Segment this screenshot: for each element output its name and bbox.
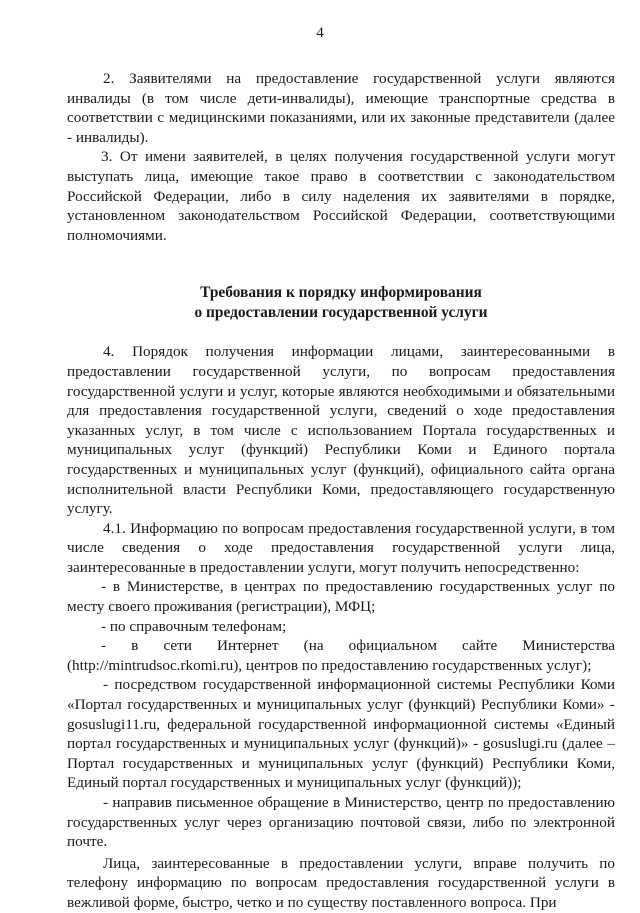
- paragraph-3: 3. От имени заявителей, в целях получения государственной услуги могут выступать лица, имеющие такое право в соответствии с законодательством Российской Федерации, либо в силу наделения их заявителями в порядке, установленном законодательством Российской Федерации, соответствующими полномочиями.: [67, 148, 615, 244]
- paragraph-phone-info: Лица, заинтересованные в предоставлении услуги, вправе получить по телефону информацию по вопросам предоставления государственной услуги в вежливой форме, быстро, четко и по существу поставленного вопроса. При: [67, 854, 615, 911]
- paragraph-4-1: 4.1. Информацию по вопросам предоставления государственной услуги, в том числе сведения о ходе предоставления государственной услуги лица, заинтересованные в предоставлении услуги, могут получить непосредственно:: [67, 519, 615, 576]
- section-heading-line-2: о предоставлении государственной услуги: [194, 304, 488, 322]
- page-number: 4: [316, 25, 324, 41]
- document-body: [67, 69, 615, 913]
- list-item-written-request: - направив письменное обращение в Министерство, центр по предоставлению государственных услуг через организацию почтовой связи, либо по электронной почте.: [67, 794, 615, 851]
- list-item-portal: - посредством государственной информационной системы Республики Коми «Портал государственных и муниципальных услуг (функций) Республики Коми» - gosuslugi11.ru, федеральной государственной информационной системы «Единый портал государственных и муниципальных услуг (функций)» - gosuslugi.ru (далее – Портал государственных и муниципальных услуг (функций) Республики Коми, Единый портал государственных и муниципальных услуг (функций));: [67, 676, 615, 792]
- list-item-ministry: - в Министерстве, в центрах по предоставлению государственных услуг по месту своего проживания (регистрации), МФЦ;: [67, 578, 615, 616]
- section-heading: [67, 283, 615, 323]
- section-heading-line-1: Требования к порядку информирования: [200, 284, 482, 302]
- list-item-internet: - в сети Интернет (на официальном сайте Министерства (http://mintrudsoc.rkomi.ru), центров по предоставлению государственных услуг);: [67, 637, 615, 674]
- paragraph-2: 2. Заявителями на предоставление государственной услуги являются инвалиды (в том числе дети-инвалиды), имеющие транспортные средства в соответствии с медицинскими показаниями, или их законные представители (далее - инвалиды).: [67, 70, 615, 146]
- list-item-phones: - по справочным телефонам;: [101, 617, 287, 635]
- paragraph-4: 4. Порядок получения информации лицами, заинтересованными в предоставлении государственной услуги, по вопросам предоставления государственной услуги и услуг, которые являются необходимыми и обязательными для предоставления государственной услуги, сведений о ходе предоставления указанных услуг, в том числе с использованием Портала государственных и муниципальных услуг (функций) Республики Коми и Единого портала государственных и муниципальных услуг (функций), официального сайта органа исполнительной власти Республики Коми, предоставляющего государственную услугу.: [67, 343, 615, 518]
